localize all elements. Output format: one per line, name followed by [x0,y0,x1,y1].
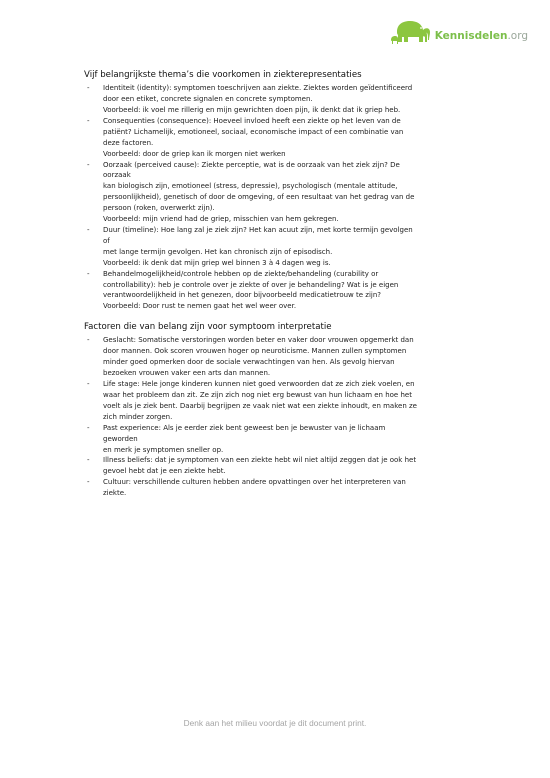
text-line: door mannen. Ook scoren vrouwen hoger op neuroticisme. Mannen zullen symptomen [103,347,407,356]
text-line: Voorbeeld: mijn vriend had de griep, misschien van hem gekregen. [103,215,339,224]
list-item [84,116,474,160]
list-item [84,269,474,313]
text-line: voelt als je ziek bent. Daarbij begrijpen ze vaak niet wat een ziekte inhoudt, en maken ze [103,401,417,410]
list-item [84,455,474,477]
text-line: - Illness beliefs: dat je symptomen van een ziekte hebt wil niet altijd zeggen dat je ook het [103,456,417,465]
text-line: - Cultuur: verschillende culturen hebben andere opvattingen over het interpreteren van [103,478,406,487]
list-item [84,477,474,499]
section-factors [84,322,474,499]
text-line: persoonlijkheid), genetisch of door de omgeving, of een resultaat van het gedrag van de [103,193,415,202]
text-line: Voorbeeld: ik denk dat mijn griep wel binnen 3 à 4 dagen weg is. [103,258,331,267]
list-item [84,83,474,116]
text-line: zich minder zorgen. [103,412,173,421]
text-line: - Behandelmogelijkheid/controle hebben op de ziekte/behandeling (curability or [103,269,379,278]
factor-list [84,335,474,499]
text-line: deze factoren. [103,138,154,147]
list-item [84,335,474,379]
elephant-icon [391,18,433,46]
text-line: Voorbeeld: door de griep kan ik morgen niet werken [103,149,286,158]
document-body [84,70,474,509]
text-line: - Past experience: Als je eerder ziek bent geweest ben je bewuster van je lichaam [103,423,386,432]
text-line: gevoel hebt dat je een ziekte hebt. [103,467,226,476]
list-item [84,379,474,423]
list-item [84,160,474,225]
text-line: persoon (roken, overwerkt zijn). [103,204,215,213]
text-line: waar het probleem dan zit. Ze zijn zich nog niet erg bewust van hun lichaam en hoe het [103,390,412,399]
text-line: - Consequenties (consequence): Hoeveel invloed heeft een ziekte op het leven van de [103,116,401,125]
kennisdelen-logo[interactable] [391,18,528,46]
text-line: of [103,236,110,245]
text-line: - Geslacht: Somatische verstoringen worden beter en vaker door vrouwen opgemerkt dan [103,336,414,345]
text-line: met lange termijn gevolgen. Het kan chronisch zijn of episodisch. [103,247,333,256]
text-line: verantwoordelijkheid in het genezen, door bijvoorbeeld medicatietrouw te zijn? [103,291,381,300]
section-title: Vijf belangrijkste thema’s die voorkomen in ziekterepresentaties [84,70,362,80]
text-line: Voorbeeld: ik voel me rillerig en mijn gewrichten doen pijn, ik denkt dat ik griep heb. [103,106,401,115]
text-line: geworden [103,434,138,443]
text-line: door een etiket, concrete signalen en concrete symptomen. [103,95,313,104]
text-line: controllability): heb je controle over je ziekte of over je behandeling? Wat is je eigen [103,280,399,289]
section-title: Factoren die van belang zijn voor symptoom interpretatie [84,322,332,333]
text-line: - Life stage: Hele jonge kinderen kunnen niet goed verwoorden dat ze zich ziek voelen, en [103,380,415,389]
text-line: kan biologisch zijn, emotioneel (stress, depressie), psychologisch (mentale attitude, [103,182,398,191]
text-line: Voorbeeld: Door rust te nemen gaat het wel weer over. [103,302,297,311]
logo-name: Kennisdelen [434,30,508,42]
text-line: bezoeken vrouwen vaker een arts dan mannen. [103,369,271,378]
list-item [84,423,474,456]
text-line: - Oorzaak (perceived cause): Ziekte perceptie, wat is de oorzaak van het ziek zijn? De [103,160,400,169]
text-line: en merk je symptomen sneller op. [103,445,224,454]
theme-list [84,83,474,312]
text-line: ziekte. [103,489,127,498]
text-line: patiënt? Lichamelijk, emotioneel, sociaal, economische impact of een combinatie van [103,127,404,136]
logo-tld: .org [507,30,528,42]
footer-note: Denk aan het milieu voordat je dit document print. [183,718,367,728]
list-item [84,225,474,269]
text-line: minder goed opmerken door de sociale verwachtingen van hen. Als gevolg hiervan [103,358,395,367]
text-line: - Duur (timeline): Hoe lang zal je ziek zijn? Het kan acuut zijn, met korte termijn gevolgen [103,225,413,234]
section-themes [84,70,474,312]
text-line: - Identiteit (identity): symptomen toeschrijven aan ziekte. Ziektes worden geïdentificeerd [103,84,413,93]
text-line: oorzaak [103,171,131,180]
